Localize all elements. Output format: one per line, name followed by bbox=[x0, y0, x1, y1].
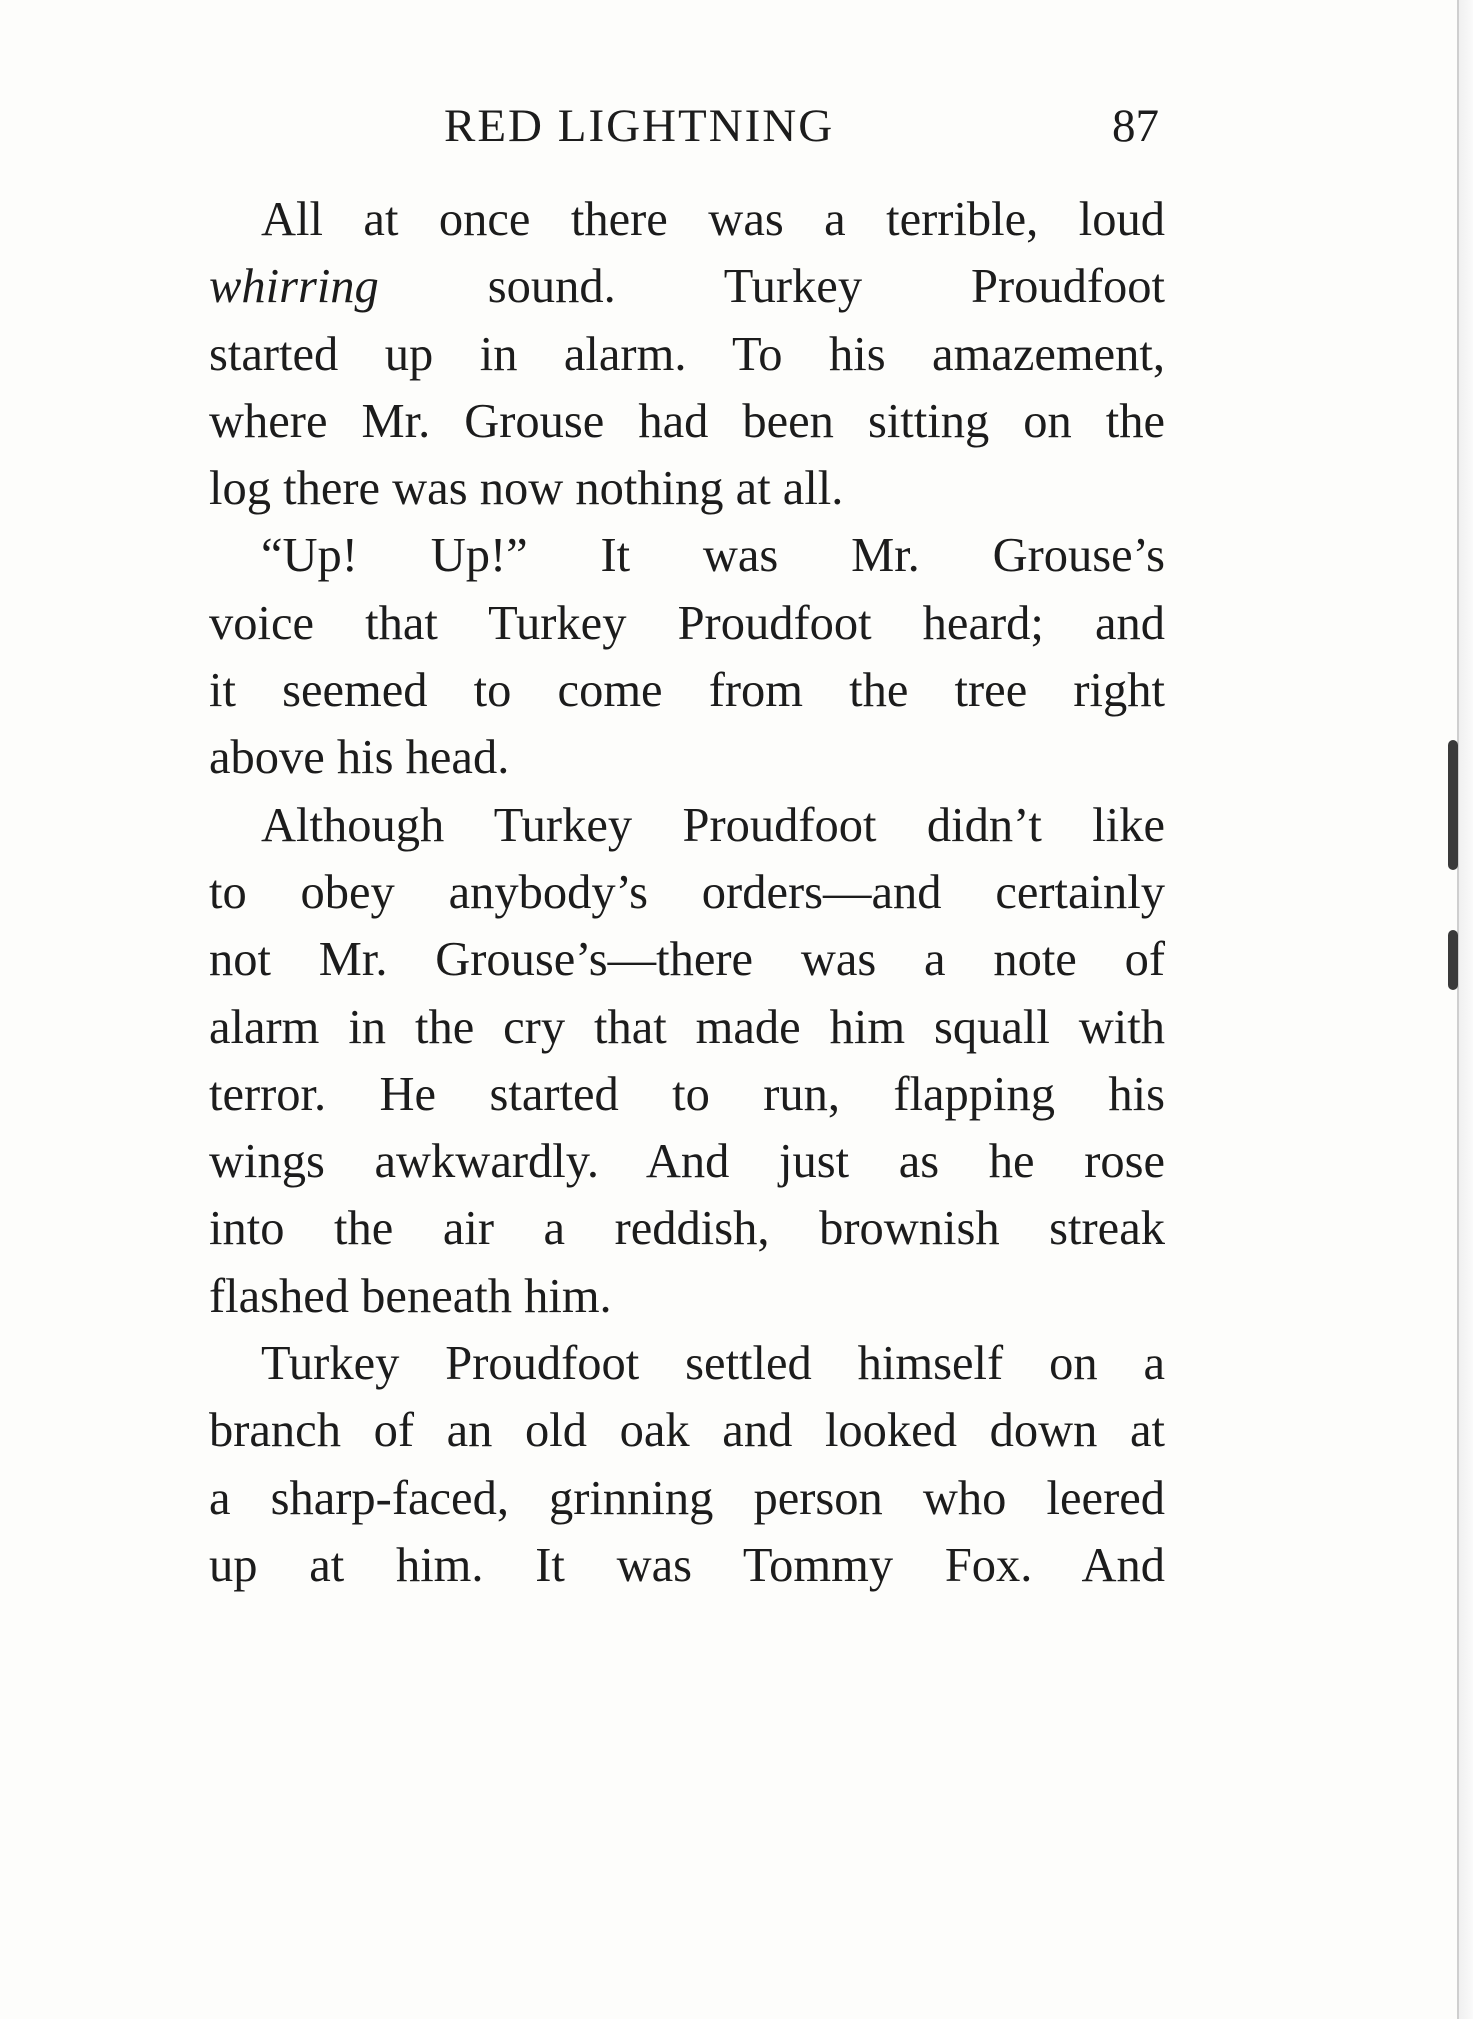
text-line: flashed beneath him. bbox=[209, 1269, 612, 1323]
text-line: Although Turkey Proudfoot didn’t like bbox=[261, 798, 1165, 852]
binding-mark bbox=[1448, 740, 1458, 870]
text-line: “Up! Up!” It was Mr. Grouse’s bbox=[261, 529, 1165, 583]
text-line: Turkey Proudfoot settled himself on a bbox=[261, 1337, 1165, 1391]
text-line: log there was now nothing at all. bbox=[209, 462, 844, 516]
page-header bbox=[209, 96, 1165, 156]
paragraph bbox=[209, 186, 1165, 522]
paragraph bbox=[209, 1330, 1165, 1599]
text-line: All at once there was a terrible, loud bbox=[261, 193, 1165, 246]
text-line: alarm in the cry that made him squall with bbox=[209, 1000, 1165, 1054]
body-text bbox=[209, 186, 1165, 1599]
text-line: branch of an old oak and looked down at bbox=[209, 1404, 1165, 1458]
italic-word: whirring bbox=[209, 260, 379, 314]
text-line: up at him. It was Tommy Fox. And bbox=[209, 1538, 1165, 1592]
text-line: into the air a reddish, brownish streak bbox=[209, 1202, 1165, 1256]
text-line: to obey anybody’s orders—and certainly bbox=[209, 865, 1165, 919]
text-line: not Mr. Grouse’s—there was a note of bbox=[209, 933, 1165, 987]
text-line: where Mr. Grouse had been sitting on the bbox=[209, 394, 1165, 448]
text-line: above his head. bbox=[209, 731, 510, 785]
paragraph bbox=[209, 522, 1165, 791]
text-line: it seemed to come from the tree right bbox=[209, 664, 1165, 718]
text-line: started up in alarm. To his amazement, bbox=[209, 327, 1165, 381]
text-line: terror. He started to run, flapping his bbox=[209, 1067, 1165, 1121]
text-line: whirring sound. Turkey Proudfoot bbox=[209, 260, 1165, 314]
page-number: 87 bbox=[1112, 100, 1159, 152]
page-edge-binding bbox=[1457, 0, 1473, 2019]
text-line: voice that Turkey Proudfoot heard; and bbox=[209, 596, 1165, 650]
binding-mark bbox=[1448, 930, 1458, 990]
text-line: a sharp-faced, grinning person who leered bbox=[209, 1471, 1165, 1525]
text-line: wings awkwardly. And just as he rose bbox=[209, 1135, 1165, 1189]
paragraph bbox=[209, 792, 1165, 1330]
running-title: RED LIGHTNING bbox=[444, 100, 835, 152]
